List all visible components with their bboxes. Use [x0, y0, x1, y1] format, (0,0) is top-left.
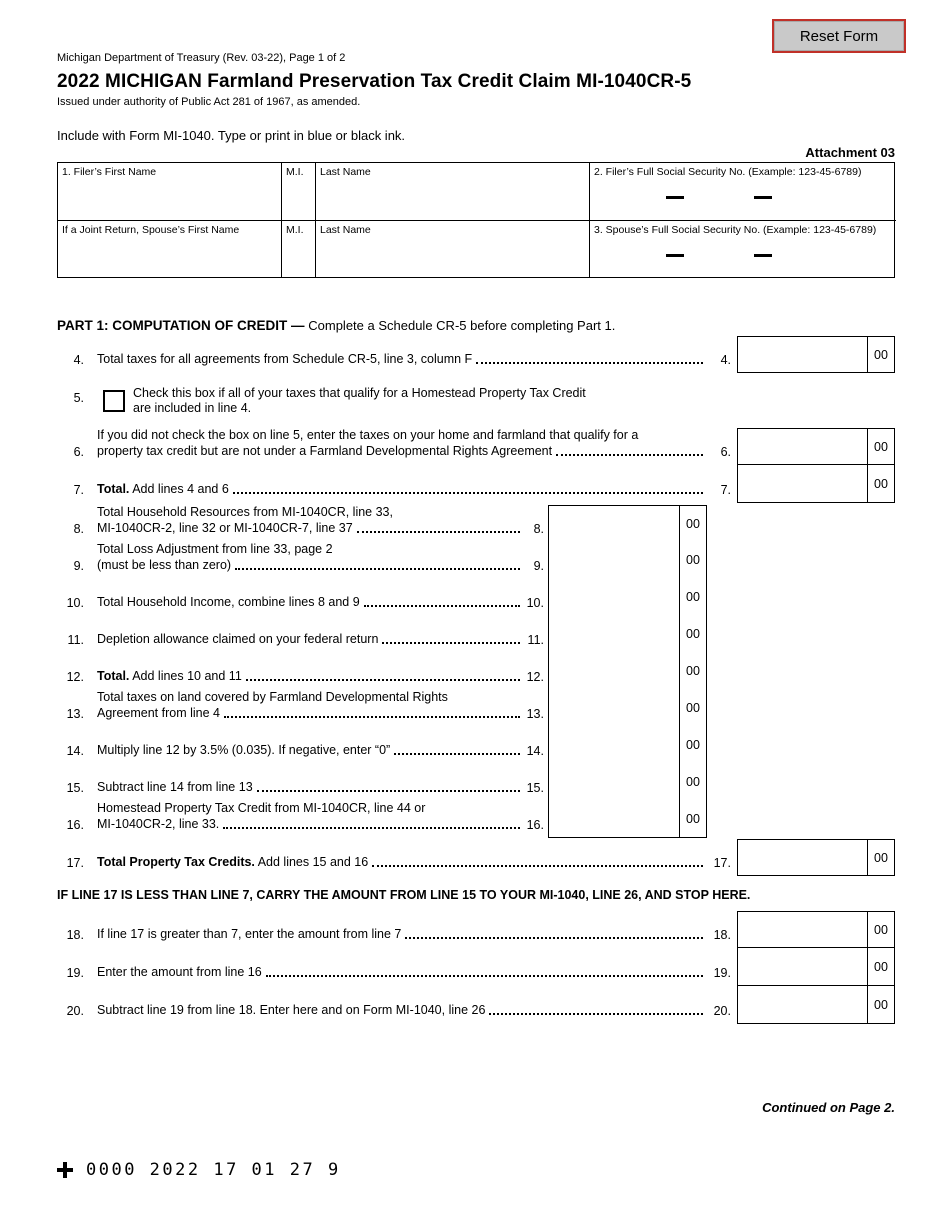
amount-input-area[interactable] — [549, 578, 679, 615]
line-text-bold: Total Property Tax Credits. — [97, 854, 255, 869]
line-text-1: Total taxes on land covered by Farmland Developmental Rights — [97, 690, 448, 704]
amount-input-area[interactable] — [738, 840, 867, 875]
dotted-leader — [556, 454, 703, 456]
ssn-format-dashes — [666, 196, 892, 199]
dotted-leader — [382, 642, 520, 644]
cents-preprint: 00 — [867, 465, 894, 502]
line-text-2: are included in line 4. — [133, 401, 252, 415]
form-line-15 — [57, 764, 895, 801]
line-text-2: (must be less than zero) — [97, 557, 232, 572]
agency-revision-line: Michigan Department of Treasury (Rev. 03-22), Page 1 of 2 — [57, 52, 346, 64]
line-ref-number: 18. — [713, 928, 731, 942]
authority-line: Issued under authority of Public Act 281 of 1967, as amended. — [57, 96, 361, 108]
cents-preprint: 00 — [867, 912, 894, 947]
amount-input-area[interactable] — [549, 541, 679, 578]
dotted-leader — [476, 362, 703, 364]
line-number: 12. — [66, 670, 84, 684]
line-number: 18. — [66, 928, 84, 942]
ssn-dash-icon — [666, 196, 684, 199]
amount-box-line-14[interactable] — [548, 726, 707, 764]
spouse-mi-field[interactable] — [281, 220, 315, 277]
ssn-dash-icon — [666, 254, 684, 257]
amount-input-area[interactable] — [738, 465, 867, 502]
line-text: Add lines 4 and 6 — [132, 481, 229, 496]
line-text-1: Total Household Resources from MI-1040CR, line 33, — [97, 505, 393, 519]
dotted-leader — [223, 827, 520, 829]
line-number: 9. — [73, 559, 84, 573]
cents-preprint: 00 — [679, 800, 706, 837]
cents-preprint: 00 — [867, 986, 894, 1023]
line-number: 14. — [66, 744, 84, 758]
line-number: 10. — [66, 596, 84, 610]
line-text-1: Homestead Property Tax Credit from MI-1040CR, line 44 or — [97, 801, 426, 815]
amount-box-line-10[interactable] — [548, 578, 707, 616]
cents-preprint: 00 — [679, 726, 706, 763]
form-line-12 — [57, 653, 895, 690]
line-number: 15. — [66, 781, 84, 795]
cents-preprint: 00 — [679, 541, 706, 578]
amount-input-area[interactable] — [549, 615, 679, 652]
line-text-2: property tax credit but are not under a Farmland Developmental Rights Agreement — [97, 443, 553, 458]
line-text-bold: Total. — [97, 668, 130, 683]
form-line-4 — [57, 335, 895, 373]
amount-input-area[interactable] — [738, 429, 867, 464]
form-line-5 — [57, 381, 895, 421]
amount-box-line-8[interactable] — [548, 505, 707, 542]
amount-input-area[interactable] — [738, 337, 867, 372]
amount-box-line-13[interactable] — [548, 689, 707, 727]
amount-box-line-6[interactable] — [737, 428, 895, 465]
plus-mark-icon — [57, 1162, 73, 1178]
amount-box-line-17[interactable] — [737, 839, 895, 876]
line-text: Subtract line 19 from line 18. Enter here and on Form MI-1040, line 26 — [97, 1002, 486, 1017]
filer-mi-label: M.I. — [286, 166, 304, 178]
line-ref-number: 12. — [526, 670, 544, 684]
amount-input-area[interactable] — [738, 912, 867, 947]
amount-box-line-4[interactable] — [737, 336, 895, 373]
form-line-7 — [57, 465, 895, 503]
amount-box-line-11[interactable] — [548, 615, 707, 653]
include-instruction: Include with Form MI-1040. Type or print in blue or black ink. — [57, 128, 406, 143]
filer-ssn-label: 2. Filer’s Full Social Security No. (Example: 123-45-6789) — [594, 166, 862, 178]
amount-input-area[interactable] — [549, 506, 679, 541]
form-line-10 — [57, 579, 895, 616]
amount-box-line-9[interactable] — [548, 541, 707, 579]
spouse-first-name-field[interactable] — [58, 220, 281, 277]
spouse-first-name-label: If a Joint Return, Spouse’s First Name — [62, 224, 240, 236]
line-number: 11. — [67, 633, 84, 647]
line-text — [133, 386, 586, 417]
form-barcode-number: 0000 2022 17 01 27 9 — [86, 1160, 341, 1180]
spouse-last-name-field[interactable] — [315, 220, 589, 277]
amount-box-line-7[interactable] — [737, 465, 895, 503]
line-text-1: Total Loss Adjustment from line 33, page 2 — [97, 542, 333, 556]
line-ref-number: 10. — [526, 596, 544, 610]
line-ref-number: 14. — [526, 744, 544, 758]
amount-input-area[interactable] — [549, 726, 679, 763]
form-line-20 — [57, 986, 895, 1024]
line-text: If line 17 is greater than 7, enter the amount from line 7 — [97, 926, 402, 941]
line-number: 13. — [66, 707, 84, 721]
line-ref-number: 7. — [720, 483, 731, 497]
line-ref-number: 15. — [526, 781, 544, 795]
form-line-18 — [57, 910, 895, 948]
line-text-1: Check this box if all of your taxes that qualify for a Homestead Property Tax Credit — [133, 385, 586, 400]
cents-preprint: 00 — [867, 840, 894, 875]
cents-preprint: 00 — [679, 763, 706, 800]
line-ref-number: 13. — [526, 707, 544, 721]
dotted-leader — [489, 1013, 703, 1015]
line-text: Depletion allowance claimed on your federal return — [97, 631, 379, 646]
cents-preprint: 00 — [679, 689, 706, 726]
amount-input-area[interactable] — [549, 652, 679, 689]
line-ref-number: 16. — [526, 818, 544, 832]
cents-preprint: 00 — [679, 506, 706, 541]
line-ref-number: 11. — [527, 633, 544, 647]
line-number: 7. — [73, 483, 84, 497]
line-text-2: MI-1040CR-2, line 33. — [97, 816, 220, 831]
part1-heading-bold: PART 1: COMPUTATION OF CREDIT — — [57, 318, 309, 333]
reset-form-button[interactable]: Reset Form — [772, 19, 906, 53]
dotted-leader — [257, 790, 520, 792]
line-number: 17. — [66, 856, 84, 870]
continued-note: Continued on Page 2. — [762, 1100, 895, 1115]
line-number: 6. — [73, 445, 84, 459]
line-text-bold: Total. — [97, 481, 130, 496]
attachment-label: Attachment 03 — [805, 145, 895, 160]
amount-box-line-20[interactable] — [737, 986, 895, 1024]
filer-first-name-label: 1. Filer’s First Name — [62, 166, 157, 178]
dotted-leader — [235, 568, 520, 570]
form-line-11 — [57, 616, 895, 653]
line-text: Total Household Income, combine lines 8 and 9 — [97, 594, 360, 609]
dotted-leader — [405, 937, 703, 939]
dotted-leader — [224, 716, 520, 718]
line5-checkbox[interactable] — [103, 390, 125, 412]
line-text: Subtract line 14 from line 13 — [97, 779, 253, 794]
cents-preprint: 00 — [679, 615, 706, 652]
dotted-leader — [233, 492, 703, 494]
dotted-leader — [357, 531, 520, 533]
line-text-2: Agreement from line 4 — [97, 705, 220, 720]
amount-box-line-19[interactable] — [737, 948, 895, 986]
filer-ssn-field[interactable] — [589, 163, 896, 220]
amount-input-area[interactable] — [549, 800, 679, 837]
line-number: 19. — [66, 966, 84, 980]
dotted-leader — [372, 865, 703, 867]
line-ref-number: 19. — [713, 966, 731, 980]
form-title: 2022 MICHIGAN Farmland Preservation Tax Credit Claim MI-1040CR-5 — [57, 71, 692, 92]
ssn-dash-icon — [754, 196, 772, 199]
dotted-leader — [246, 679, 520, 681]
spouse-ssn-field[interactable] — [589, 220, 896, 277]
cents-preprint: 00 — [867, 337, 894, 372]
ssn-format-dashes — [666, 254, 892, 257]
line-ref-number: 8. — [533, 522, 544, 536]
line-text: Multiply line 12 by 3.5% (0.035). If negative, enter “0” — [97, 742, 391, 757]
form-line-9 — [57, 542, 895, 579]
amount-input-area[interactable] — [738, 986, 867, 1023]
amount-input-area[interactable] — [549, 689, 679, 726]
dotted-leader — [364, 605, 520, 607]
part1-heading — [57, 318, 895, 333]
stop-instruction: IF LINE 17 IS LESS THAN LINE 7, CARRY THE AMOUNT FROM LINE 15 TO YOUR MI-1040, LINE 26, AND STOP HERE. — [57, 888, 751, 902]
form-line-19 — [57, 948, 895, 986]
form-line-8 — [57, 505, 895, 542]
line-ref-number: 4. — [720, 353, 731, 367]
amount-input-area[interactable] — [549, 763, 679, 800]
ssn-dash-icon — [754, 254, 772, 257]
cents-preprint: 00 — [867, 948, 894, 985]
form-line-16 — [57, 801, 895, 838]
filer-last-name-label: Last Name — [320, 166, 371, 178]
spouse-mi-label: M.I. — [286, 224, 304, 236]
cents-preprint: 00 — [679, 578, 706, 615]
filer-last-name-field[interactable] — [315, 163, 589, 220]
line-number: 8. — [73, 522, 84, 536]
form-footer — [57, 1160, 341, 1180]
form-line-14 — [57, 727, 895, 764]
filer-first-name-field[interactable] — [58, 163, 281, 220]
cents-preprint: 00 — [867, 429, 894, 464]
spouse-ssn-label: 3. Spouse’s Full Social Security No. (Example: 123-45-6789) — [594, 224, 877, 236]
cents-preprint: 00 — [679, 652, 706, 689]
form-line-13 — [57, 690, 895, 727]
line-text: Total taxes for all agreements from Schedule CR-5, line 3, column F — [97, 351, 473, 366]
line-ref-number: 17. — [713, 856, 731, 870]
form-line-17 — [57, 838, 895, 876]
amount-box-line-18[interactable] — [737, 911, 895, 948]
line-ref-number: 20. — [713, 1004, 731, 1018]
line-number: 20. — [66, 1004, 84, 1018]
spouse-last-name-label: Last Name — [320, 224, 371, 236]
line-ref-number: 6. — [720, 445, 731, 459]
dotted-leader — [266, 975, 703, 977]
line-number: 5. — [73, 391, 84, 405]
line-text: Add lines 15 and 16 — [257, 854, 369, 869]
part1-heading-text: Complete a Schedule CR-5 before completing Part 1. — [308, 318, 616, 333]
filer-mi-field[interactable] — [281, 163, 315, 220]
line-text: Add lines 10 and 11 — [132, 668, 242, 683]
line-ref-number: 9. — [533, 559, 544, 573]
dotted-leader — [394, 753, 520, 755]
form-line-6 — [57, 427, 895, 465]
filer-info-table — [57, 162, 895, 278]
line-number: 4. — [73, 353, 84, 367]
amount-input-area[interactable] — [738, 948, 867, 985]
amount-box-line-16[interactable] — [548, 800, 707, 838]
amount-box-line-12[interactable] — [548, 652, 707, 690]
line-text-2: MI-1040CR-2, line 32 or MI-1040CR-7, line 37 — [97, 520, 353, 535]
line-text-1: If you did not check the box on line 5, enter the taxes on your home and farmland that qualify for a — [97, 428, 639, 442]
amount-box-line-15[interactable] — [548, 763, 707, 801]
line-number: 16. — [66, 818, 84, 832]
line-text: Enter the amount from line 16 — [97, 964, 262, 979]
